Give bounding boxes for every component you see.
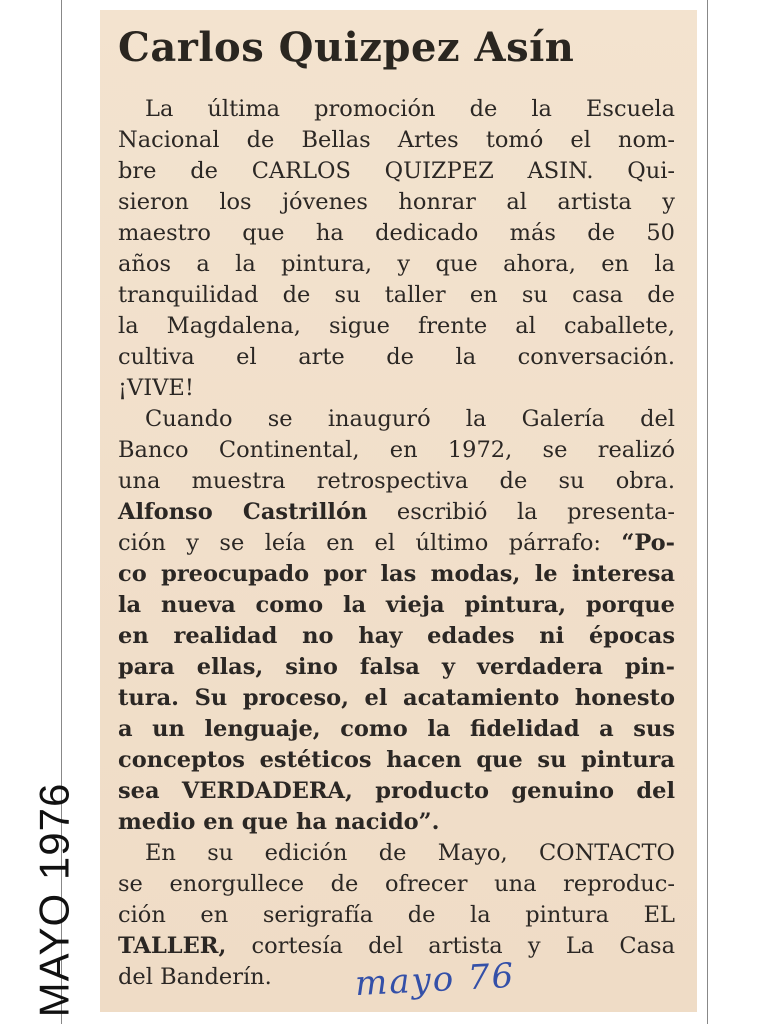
text-line: la Magdalena, sigue frente al caballete, — [118, 313, 675, 339]
text-line — [118, 497, 675, 528]
text-line: sieron los jóvenes honrar al artista y — [118, 189, 675, 215]
quote-line: sea VERDADERA, producto genuino del — [118, 778, 675, 804]
painting-title: TALLER, — [118, 933, 227, 959]
date-side-label-text: MAYO 1976 — [30, 782, 78, 1018]
quote-line: co preocupado por las modas, le interesa — [118, 561, 675, 587]
text-fragment: ción y se leía en el último párrafo: — [118, 530, 601, 556]
article-body — [118, 94, 675, 993]
newspaper-clipping — [100, 10, 697, 1012]
quote-line: tura. Su proceso, el acatamiento honesto — [118, 685, 675, 711]
handwritten-date-annotation: mayo 76 — [354, 955, 517, 1005]
text-line: ¡VIVE! — [118, 375, 194, 401]
text-fragment: escribió la presenta- — [396, 499, 675, 525]
text-line: maestro que ha dedicado más de 50 — [118, 220, 675, 246]
date-side-label — [4, 778, 104, 1022]
text-line: del Banderín. — [118, 964, 272, 990]
quote-line: para ellas, sino falsa y verdadera pin- — [118, 654, 675, 680]
text-line: tranquilidad de su taller en su casa de — [118, 282, 675, 308]
text-line — [118, 528, 675, 559]
quote-line: en realidad no hay edades ni épocas — [118, 623, 675, 649]
text-line: bre de CARLOS QUIZPEZ ASIN. Qui- — [118, 158, 675, 184]
text-line: Nacional de Bellas Artes tomó el nom- — [118, 127, 675, 153]
text-line — [118, 931, 675, 962]
text-line: cultiva el arte de la conversación. — [118, 344, 675, 370]
right-border-line — [707, 0, 708, 1024]
quote-line: a un lenguaje, como la fidelidad a sus — [118, 716, 675, 742]
text-line: ción en serigrafía de la pintura EL — [118, 902, 675, 928]
text-fragment: cortesía del artista y La Casa — [251, 933, 675, 959]
author-name: Alfonso Castrillón — [118, 499, 368, 525]
quote-fragment: “Po- — [621, 530, 676, 556]
text-line: una muestra retrospectiva de su obra. — [118, 468, 675, 494]
text-line: En su edición de Mayo, CONTACTO — [145, 840, 675, 866]
text-line: La última promoción de la Escuela — [145, 96, 675, 122]
text-line: Cuando se inauguró la Galería del — [145, 406, 675, 432]
article-title: Carlos Quizpez Asín — [118, 24, 575, 71]
text-line: se enorgullece de ofrecer una reproduc- — [118, 871, 675, 897]
text-line: Banco Continental, en 1972, se realizó — [118, 437, 675, 463]
quote-line: la nueva como la vieja pintura, porque — [118, 592, 675, 618]
quote-line: medio en que ha nacido”. — [118, 809, 440, 835]
quote-line: conceptos estéticos hacen que su pintura — [118, 747, 675, 773]
text-line: años a la pintura, y que ahora, en la — [118, 251, 675, 277]
